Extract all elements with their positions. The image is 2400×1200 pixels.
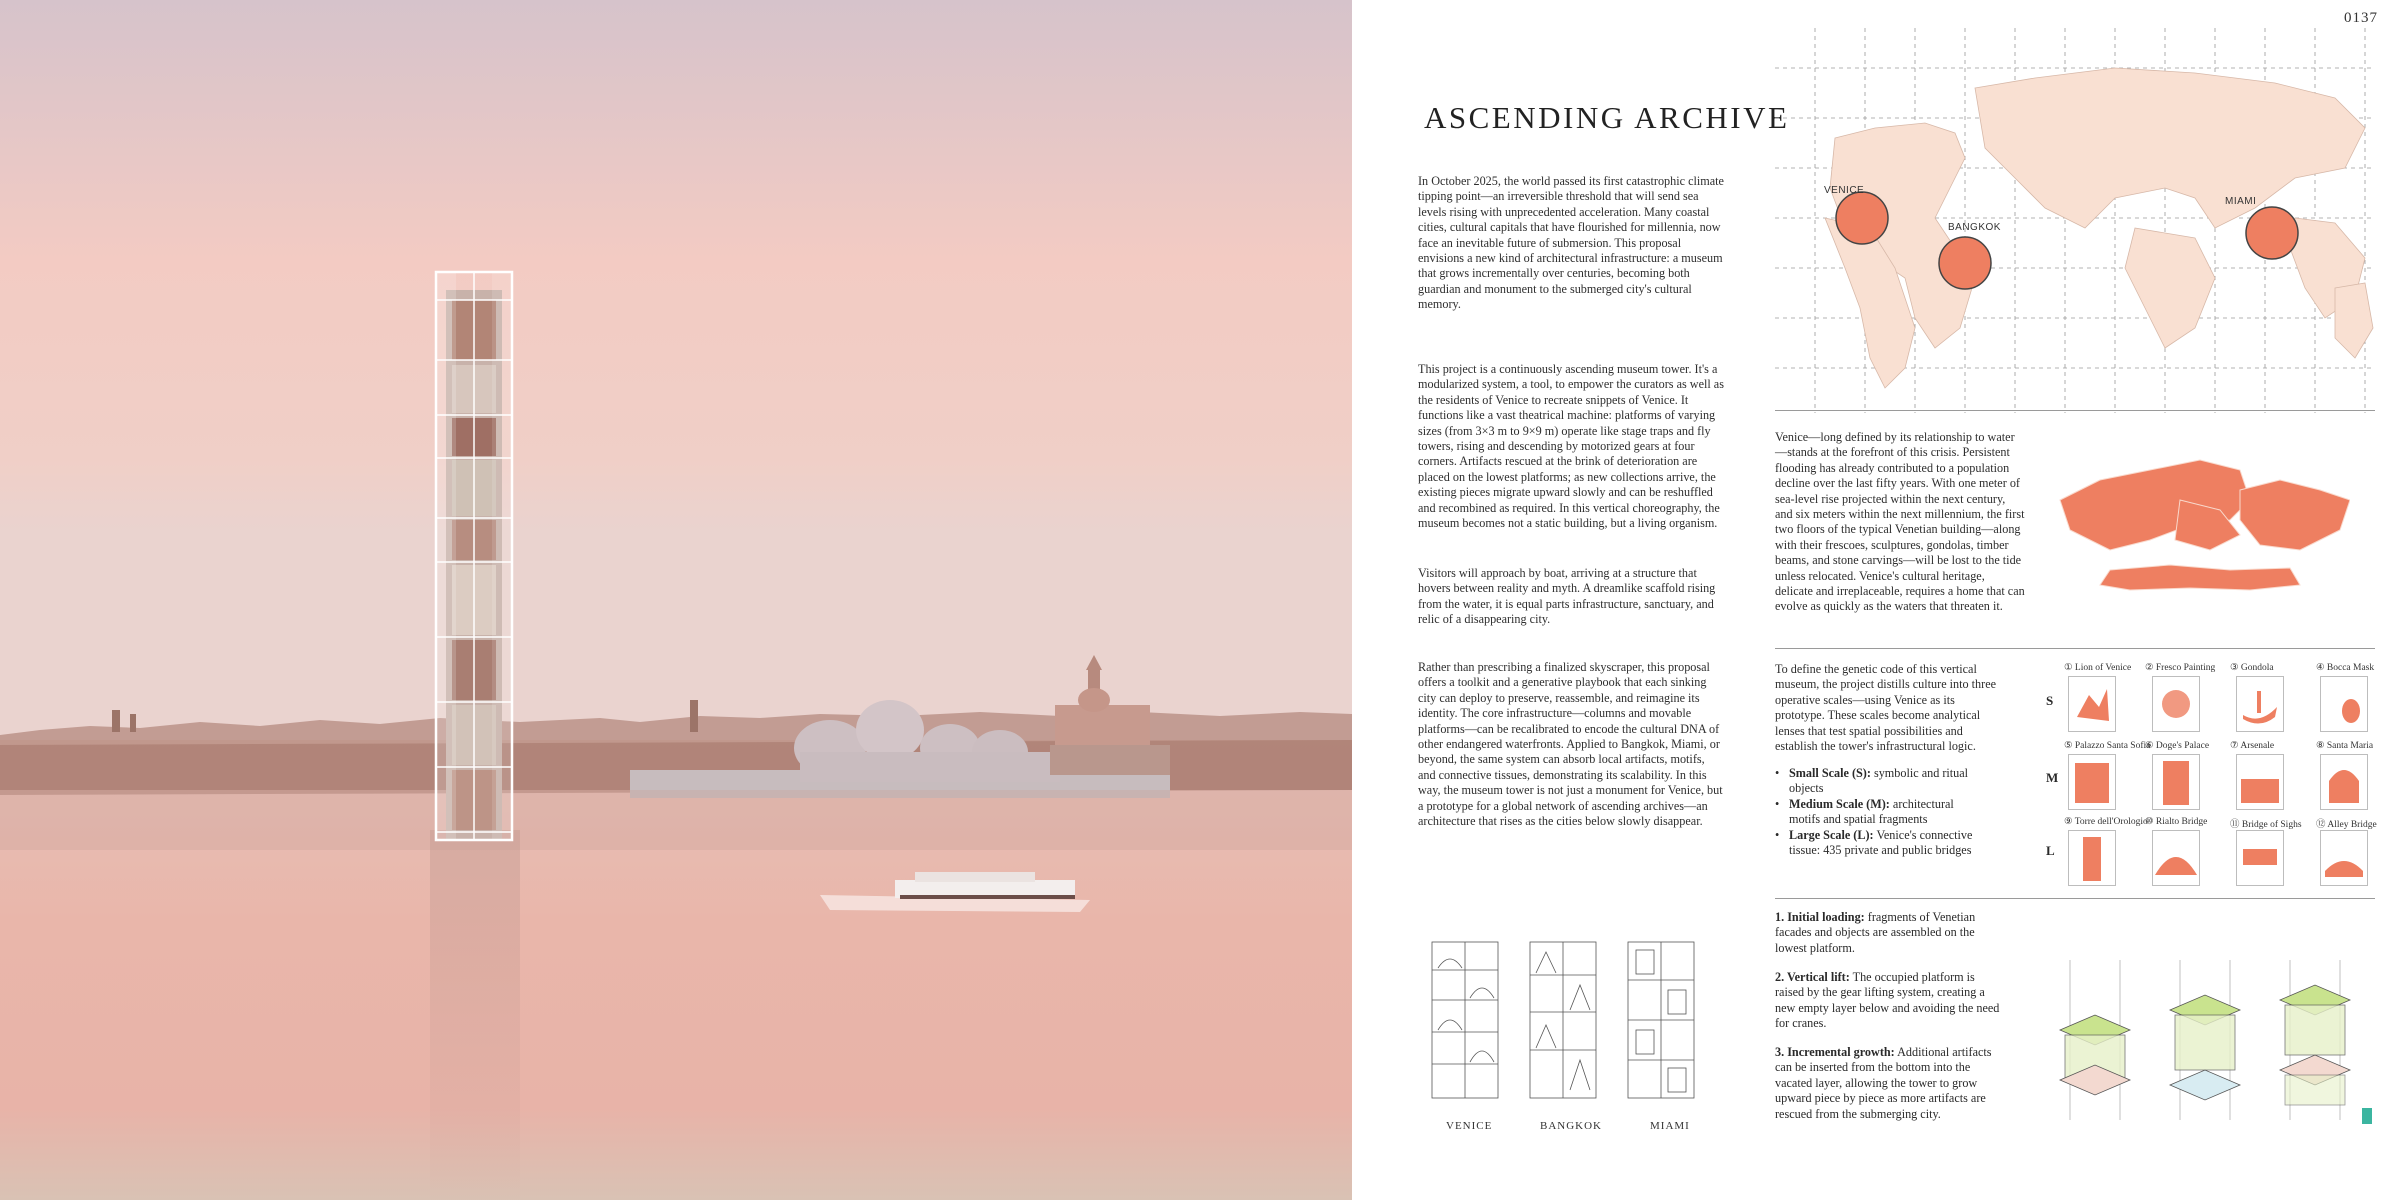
tower-reflection bbox=[430, 830, 520, 1200]
assembly-diagram-graphic bbox=[2050, 960, 2380, 1130]
cell-label: ⑫ Alley Bridge bbox=[2316, 820, 2377, 830]
doges-palace-thumb bbox=[2152, 754, 2200, 810]
cell-label: ⑤ Palazzo Santa Sofia bbox=[2064, 741, 2151, 751]
venice-map bbox=[2050, 440, 2350, 610]
world-map-graphic bbox=[1775, 28, 2375, 413]
cell-label: ⑪ Bridge of Sighs bbox=[2230, 820, 2302, 830]
tower-elevation-drawings bbox=[1430, 940, 1730, 1110]
step-2: 2. Vertical lift: The occupied platform is raised by the gear lifting system, creating a new empty layer below and avoiding the need for cranes. bbox=[1775, 970, 2000, 1031]
venice-map-graphic bbox=[2050, 440, 2350, 610]
map-label-venice: VENICE bbox=[1824, 185, 1865, 196]
scale-letter-s: S bbox=[2046, 693, 2054, 708]
step-1: 1. Initial loading: fragments of Venetian facades and objects are assembled on the lowest platform. bbox=[1775, 910, 1976, 955]
scale-bullet-small: • Small Scale (S): symbolic and ritual objects bbox=[1775, 766, 1975, 797]
intro-paragraph-2: This project is a continuously ascending museum tower. It's a modularized system, a tool, to empower the curators as well as the residents of Venice to recreate snippets of Venice. It functions like a vast theatrical machine: platforms of varying sizes (from 3×3 m to 9×9 m) operate like stage traps and fly towers, rising and descending by motorized gears at four corners. Artifacts rescued at the brink of deterioration are placed on the lowest platforms; as new collections arrive, the existing pieces migrate upward slowly and can be reshuffled and recombined as required. In this vertical choreography, the museum becomes not a static building, but a living organism. bbox=[1418, 362, 1724, 531]
intro-paragraph-4: Rather than prescribing a finalized skyscraper, this proposal offers a toolkit and a generative playbook that each sinking city can deploy to preserve, reassemble, and reimagine its identity. The core infrastructure—columns and movable platforms—can be recalibrated to encode the cultural DNA of other endangered waterfronts. Applied to Bangkok, Miami, or beyond, the same system can absorb local artifacts, motifs, and connective tissues, demonstrating its scalability. In this way, the museum tower is not just a monument for Venice, but a prototype for a global network of ascending archives—an architecture that rises as the cities below slowly disappear. bbox=[1418, 660, 1723, 829]
tower-label-miami: MIAMI bbox=[1650, 1120, 1690, 1132]
scale-letter-m: M bbox=[2046, 770, 2059, 785]
tower-label-bangkok: BANGKOK bbox=[1540, 1120, 1602, 1132]
tower-label-venice: VENICE bbox=[1446, 1120, 1493, 1132]
scale-bullet-medium: • Medium Scale (M): architectural motifs and spatial fragments bbox=[1775, 797, 1975, 828]
assembly-diagrams bbox=[2050, 960, 2380, 1130]
world-map bbox=[1775, 28, 2375, 413]
page-number: 0137 bbox=[2344, 10, 2378, 26]
divider-3 bbox=[1775, 898, 2375, 899]
arsenale-thumb bbox=[2236, 754, 2284, 810]
scales-intro: To define the genetic code of this vertical museum, the project distills culture into three operative scales—using Venice as its prototype. These scales become analytical lenses that test spatial possibilities and establish the tower's infrastructural logic. bbox=[1775, 662, 1997, 754]
intro-paragraph-1: In October 2025, the world passed its first catastrophic climate tipping point—an irreversible threshold that will send sea levels rising with unprecedented acceleration. Many coastal cities, cultural capitals that have flourished for millennia, now face an inevitable future of submersion. This proposal envisions a new kind of architectural infrastructure: a museum that grows incrementally over centuries, becoming both guardian and monument to the submerged city's cultural memory. bbox=[1418, 174, 1724, 312]
scale-bullet-large: • Large Scale (L): Venice's connective tissue: 435 private and public bridges bbox=[1775, 828, 1975, 859]
cell-label: ③ Gondola bbox=[2230, 663, 2274, 673]
cell-label: ⑩ Rialto Bridge bbox=[2145, 817, 2208, 827]
intro-paragraph-3: Visitors will approach by boat, arriving at a structure that hovers between reality and myth. A dreamlike scaffold rising from the water, it is equal parts infrastructure, sanctuary, and relic of a disappearing city. bbox=[1418, 566, 1716, 627]
fresco-thumb bbox=[2152, 676, 2200, 732]
divider-2 bbox=[1775, 648, 2375, 649]
bridge-of-sighs-thumb bbox=[2236, 830, 2284, 886]
cell-label: ⑦ Arsenale bbox=[2230, 741, 2275, 751]
palazzo-thumb bbox=[2068, 754, 2116, 810]
scale-letter-l: L bbox=[2046, 843, 2055, 858]
map-label-miami: MIAMI bbox=[2225, 196, 2257, 207]
cell-label: ① Lion of Venice bbox=[2064, 663, 2132, 673]
cell-label: ⑨ Torre dell'Orologio bbox=[2064, 817, 2148, 827]
museum-tower bbox=[436, 272, 512, 840]
page-title: ASCENDING ARCHIVE bbox=[1424, 100, 1790, 135]
lion-of-venice-thumb bbox=[2068, 676, 2116, 732]
cell-label: ⑥ Doge's Palace bbox=[2145, 741, 2210, 751]
map-label-bangkok: BANGKOK bbox=[1948, 222, 2001, 233]
venice-paragraph: Venice—long defined by its relationship to water—stands at the forefront of this crisis. Persistent flooding has already contributed to a population decline over the last fifty years. With one meter of sea-level rise projected within the next century, and six meters within the next millennium, the first two floors of the typical Venetian building—along with their frescoes, sculptures, gondolas, timber beams, and stone carvings—will be lost to the tide unless relocated. Venice's cultural heritage, delicate and irreplaceable, requires a home that can evolve as quickly as the waters that threaten it. bbox=[1775, 430, 2025, 614]
cell-label: ⑧ Santa Maria bbox=[2316, 741, 2374, 751]
upward-arrow-icon bbox=[2362, 1108, 2372, 1124]
step-3: 3. Incremental growth: Additional artifacts can be inserted from the bottom into the vacated layer, allowing the tower to grow upward piece by piece as more artifacts are rescued from the submerging city. bbox=[1775, 1045, 1992, 1121]
rialto-bridge-thumb bbox=[2152, 830, 2200, 886]
mask-thumb bbox=[2320, 676, 2368, 732]
cell-label: ④ Bocca Mask bbox=[2316, 663, 2375, 673]
divider-1 bbox=[1775, 410, 2375, 411]
gondola-thumb bbox=[2236, 676, 2284, 732]
scales-list bbox=[1775, 766, 1975, 858]
santa-maria-thumb bbox=[2320, 754, 2368, 810]
cell-label: ② Fresco Painting bbox=[2145, 663, 2216, 673]
alley-bridge-thumb bbox=[2320, 830, 2368, 886]
clock-tower-thumb bbox=[2068, 830, 2116, 886]
tower-elevations bbox=[1430, 940, 1730, 1110]
